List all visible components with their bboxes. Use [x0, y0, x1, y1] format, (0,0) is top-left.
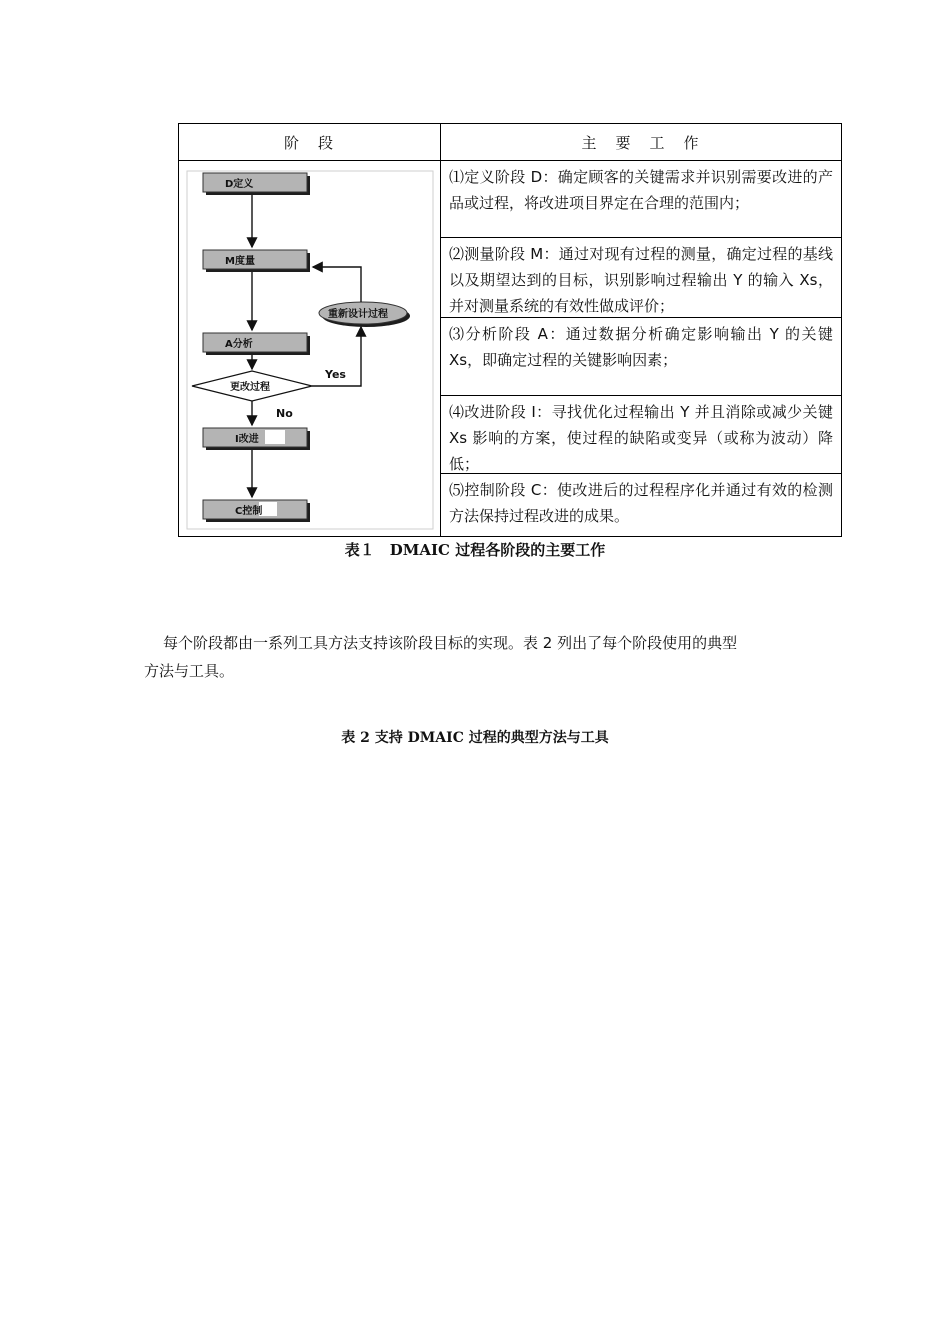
dmaic-table — [178, 123, 842, 537]
flowchart-cell — [179, 161, 441, 536]
arrow-redesign-measure — [313, 267, 361, 302]
table2-caption: 表 2 支持 DMAIC 过程的典型方法与工具 — [341, 730, 609, 746]
analyze-label: A分析 — [225, 339, 253, 350]
analyze-box — [203, 333, 307, 352]
row-measure: ⑵测量阶段 M：通过对现有过程的测量，确定过程的基线以及期望达到的目标，识别影响过程输出 Y 的输入 Xs，并对测量系统的有效性做成评价； — [441, 238, 841, 318]
row-improve: ⑷改进阶段 I：寻找优化过程输出 Y 并且消除或减少关键 Xs 影响的方案，使过程的缺陷或变异（或称为波动）降低； — [441, 396, 841, 474]
measure-label: M度量 — [225, 256, 255, 267]
row-define: ⑴定义阶段 D：确定顾客的关键需求并识别需要改进的产品或过程，将改进项目界定在合理的范围内； — [441, 161, 841, 238]
paragraph-line-2: 方法与工具。 — [144, 662, 235, 680]
define-label: D定义 — [225, 179, 254, 190]
define-box — [203, 173, 307, 192]
row-control: ⑸控制阶段 C：使改进后的过程程序化并通过有效的检测方法保持过程改进的成果。 — [449, 481, 833, 525]
redesign-label: 重新设计过程 — [328, 309, 388, 320]
yes-label: Yes — [325, 368, 346, 381]
body-paragraph — [144, 629, 806, 685]
paragraph-line-1: 每个阶段都由一系列工具方法支持该阶段目标的实现。表 2 列出了每个阶段使用的典型 — [163, 634, 738, 652]
dmaic-flowchart — [179, 161, 441, 536]
header-stage: 阶 段 — [179, 124, 441, 161]
work-cell — [441, 161, 841, 536]
table1-caption: 表１ DMAIC 过程各阶段的主要工作 — [344, 541, 606, 559]
improve-label: I改进 — [235, 434, 259, 445]
header-main-work: 主 要 工 作 — [441, 124, 841, 161]
row-analyze: ⑶分析阶段 A：通过数据分析确定影响输出 Y 的关键 Xs，即确定过程的关键影响因素； — [441, 318, 841, 396]
no-label: No — [276, 407, 293, 420]
control-label: C控制 — [235, 506, 263, 517]
measure-box — [203, 250, 307, 269]
decision-label: 更改过程 — [230, 382, 270, 393]
improve-box-highlight — [265, 430, 285, 444]
